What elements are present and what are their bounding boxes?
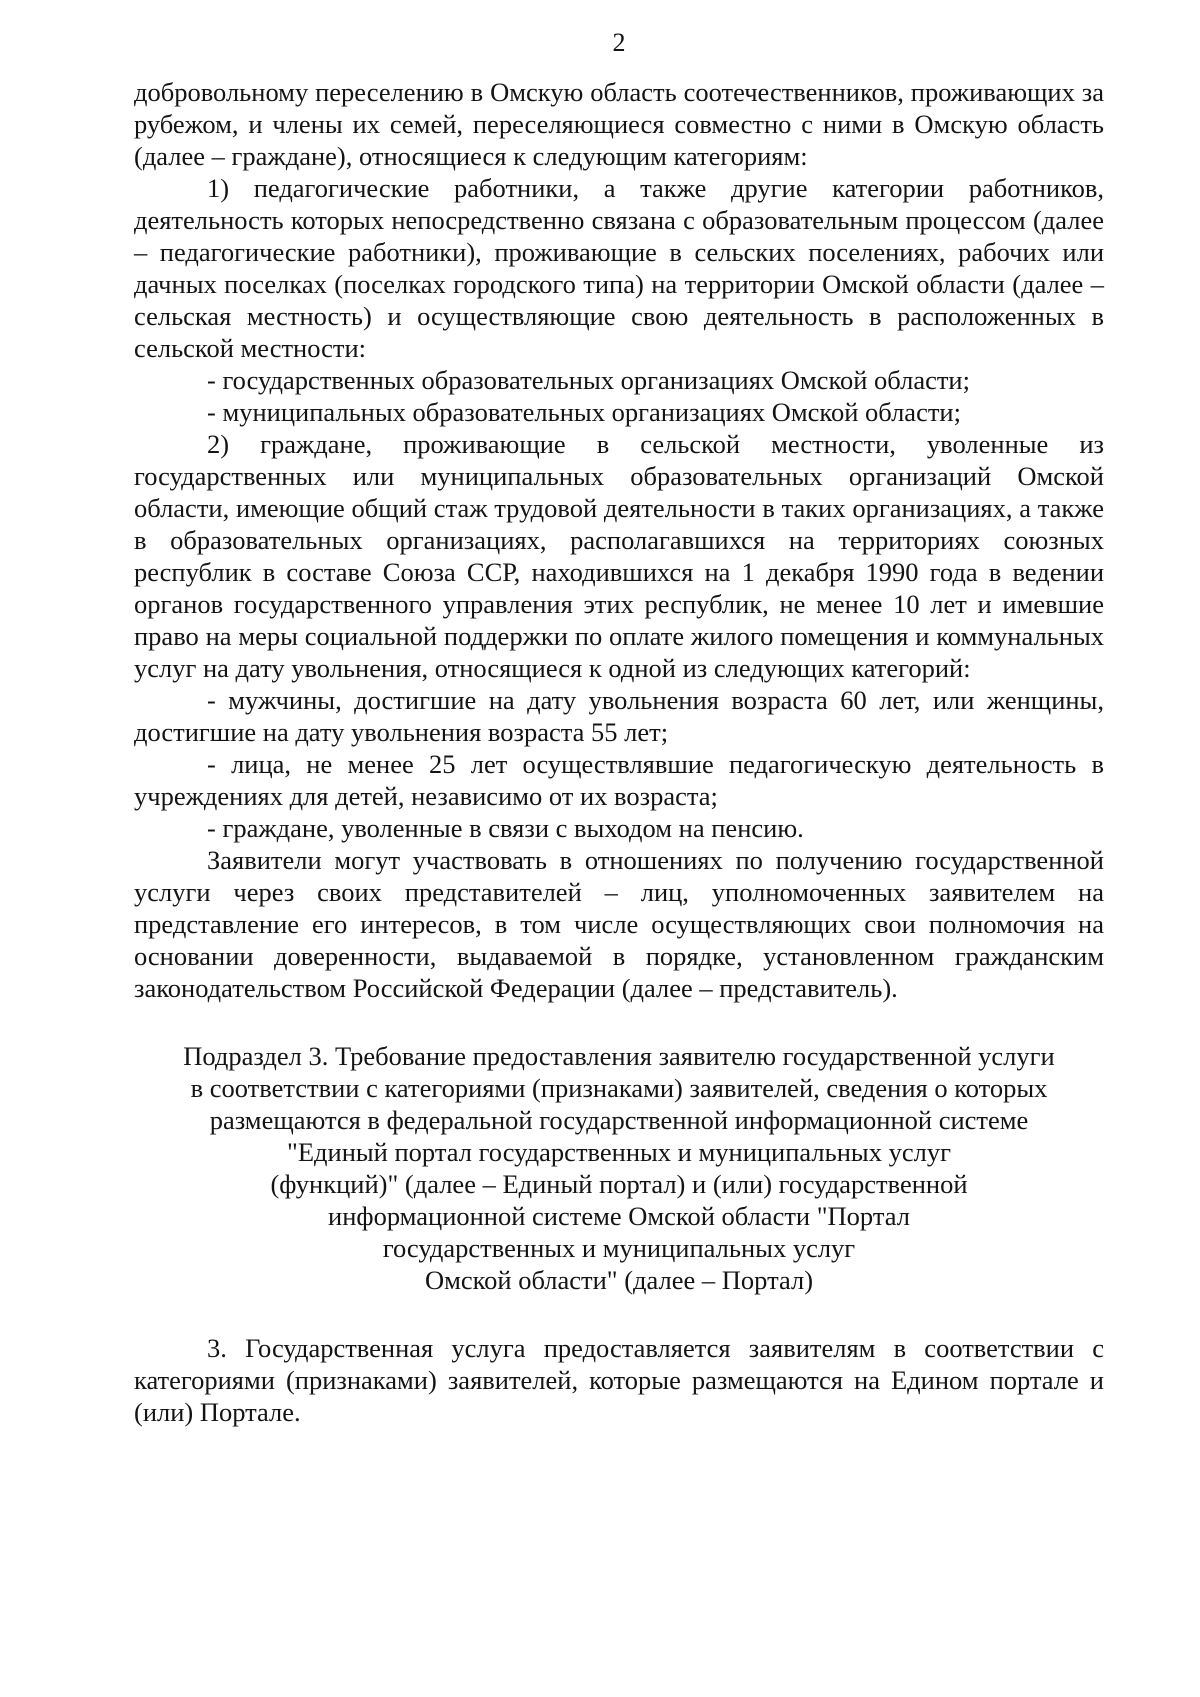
subsection-heading-line: размещаются в федеральной государственной информационной системе bbox=[209, 1105, 1029, 1135]
paragraph-item-2-sub-2: - лица, не менее 25 лет осуществлявшие педагогическую деятельность в учреждениях для детей, независимо от их возраста; bbox=[134, 749, 1104, 811]
subsection-heading-line: Подраздел 3. Требование предоставления заявителю государственной услуги bbox=[183, 1041, 1055, 1071]
subsection-heading bbox=[134, 1040, 1104, 1296]
subsection-heading-line: государственных и муниципальных услуг bbox=[382, 1233, 856, 1263]
subsection-heading-line: "Единый портал государственных и муниципальных услуг bbox=[287, 1137, 951, 1167]
paragraph-item-2: 2) граждане, проживающие в сельской местности, уволенные из государственных или муниципальных образовательных организаций Омской области, имеющие общий стаж трудовой деятельности в таких организациях, а также в образовательных организациях, располагавшихся на территориях союзных республик в составе Союза ССР, находившихся на 1 декабря 1990 года в ведении органов государственного управления этих республик, не менее 10 лет и имевшие право на меры социальной поддержки по оплате жилого помещения и коммунальных услуг на дату увольнения, относящиеся к одной из следующих категорий: bbox=[134, 429, 1104, 683]
paragraph-item-1-sub-2: - муниципальных образовательных организациях Омской области; bbox=[207, 397, 961, 427]
paragraph-intro: добровольному переселению в Омскую область соотечественников, проживающих за рубежом, и члены их семей, переселяющиеся совместно с ними в Омскую область (далее – граждане), относящиеся к следующим категориям: bbox=[134, 77, 1104, 171]
paragraph-item-1: 1) педагогические работники, а также другие категории работников, деятельность которых непосредственно связана с образовательным процессом (далее – педагогические работники), проживающие в сельских поселениях, рабочих или дачных поселках (поселках городского типа) на территории Омской области (далее – сельская местность) и осуществляющие свою деятельность в расположенных в сельской местности: bbox=[134, 173, 1104, 363]
subsection-heading-line: Омской области" (далее – Портал) bbox=[424, 1265, 814, 1295]
paragraph-clause-3: 3. Государственная услуга предоставляется заявителям в соответствии с категориями (признаками) заявителей, которые размещаются на Едином портале и (или) Портале. bbox=[134, 1333, 1104, 1427]
paragraph-item-1-sub-1: - государственных образовательных организациях Омской области; bbox=[207, 365, 970, 395]
paragraph-representatives: Заявители могут участвовать в отношениях по получению государственной услуги через своих представителей – лиц, уполномоченных заявителем на представление его интересов, в том числе осуществляющих свои полномочия на основании доверенности, выдаваемой в порядке, установленном гражданским законодательством Российской Федерации (далее – представитель). bbox=[134, 845, 1104, 1003]
paragraph-item-2-sub-3: - граждане, уволенные в связи с выходом на пенсию. bbox=[207, 813, 804, 843]
subsection-heading-line: информационной системе Омской области "Портал bbox=[328, 1201, 910, 1231]
paragraph-item-2-sub-1: - мужчины, достигшие на дату увольнения возраста 60 лет, или женщины, достигшие на дату увольнения возраста 55 лет; bbox=[134, 685, 1104, 747]
page-number: 2 bbox=[612, 28, 626, 57]
subsection-heading-line: в соответствии с категориями (признаками) заявителей, сведения о которых bbox=[190, 1073, 1048, 1103]
subsection-heading-line: (функций)" (далее – Единый портал) и (или) государственной bbox=[270, 1169, 968, 1199]
